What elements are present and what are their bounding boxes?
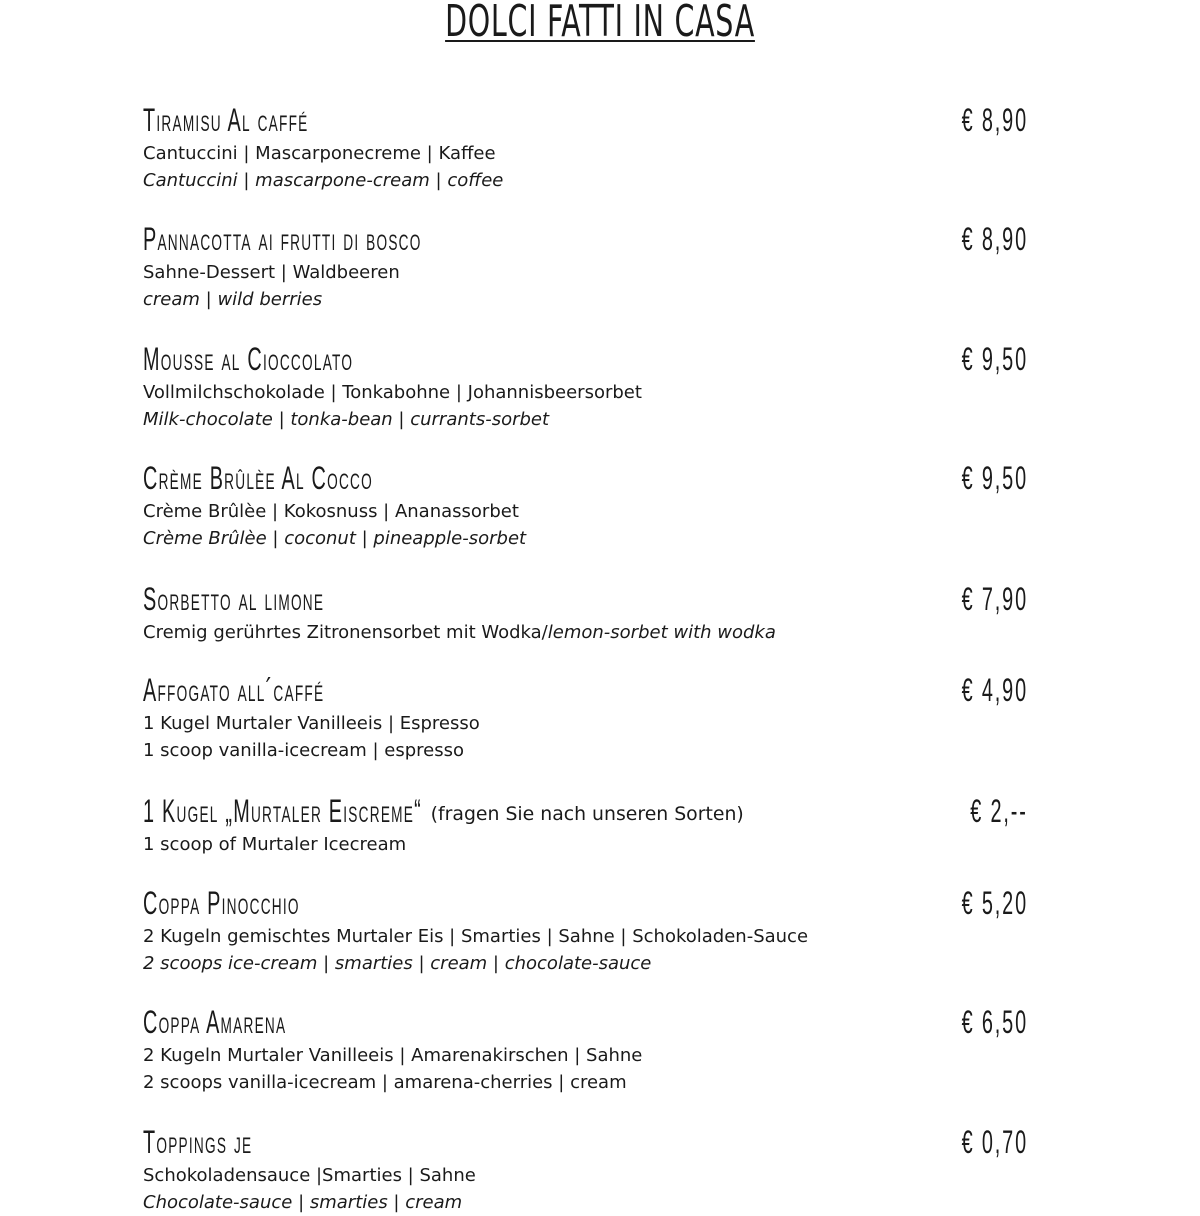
item-price: € 9,50 <box>961 341 1028 377</box>
item-price: € 9,50 <box>961 460 1028 496</box>
item-name: Toppings je <box>143 1124 253 1160</box>
menu-item-creme-brulee <box>143 458 1028 552</box>
menu-item-tiramisu <box>143 100 1028 194</box>
item-description-de: Cremig gerührtes Zitronensorbet mit Wodka/ <box>143 622 548 643</box>
menu-item-toppings <box>143 1122 1028 1216</box>
item-name: Sorbetto al limone <box>143 581 325 617</box>
item-description-en: cream | wild berries <box>143 289 323 310</box>
menu-item-pannacotta <box>143 219 1028 313</box>
item-description: 1 scoop of Murtaler Icecream <box>143 834 407 855</box>
item-description-de: Sahne-Dessert | Waldbeeren <box>143 262 400 283</box>
item-description-en: 1 scoop vanilla-icecream | espresso <box>143 740 464 761</box>
menu-item-sorbetto <box>143 579 1028 646</box>
item-description-de: 2 Kugeln Murtaler Vanilleeis | Amarenakirschen | Sahne <box>143 1045 643 1066</box>
item-name <box>143 791 744 834</box>
item-name: Mousse al Cioccolato <box>143 341 354 377</box>
item-price: € 8,90 <box>961 102 1028 138</box>
menu-item-mousse <box>143 339 1028 433</box>
menu-item-coppa-pinocchio <box>143 883 1028 977</box>
item-description-de: Cantuccini | Mascarponecreme | Kaffee <box>143 143 496 164</box>
item-description-en: 2 scoops ice-cream | smarties | cream | chocolate-sauce <box>143 953 652 974</box>
item-price: € 7,90 <box>961 581 1028 617</box>
item-description-de: 1 Kugel Murtaler Vanilleeis | Espresso <box>143 713 480 734</box>
menu-item-coppa-amarena <box>143 1002 1028 1096</box>
page-title <box>168 0 1032 47</box>
item-price: € 4,90 <box>961 672 1028 708</box>
item-description <box>143 619 1028 646</box>
item-description-en: Cantuccini | mascarpone-cream | coffee <box>143 170 504 191</box>
item-note: (fragen Sie nach unseren Sorten) <box>430 803 744 825</box>
item-price: € 0,70 <box>961 1124 1028 1160</box>
item-name: Coppa Amarena <box>143 1004 287 1040</box>
item-description-en: lemon-sorbet with wodka <box>547 622 776 643</box>
item-name: Affogato all´caffé <box>143 672 325 708</box>
menu-item-affogato <box>143 670 1028 764</box>
item-description-en: Crème Brûlèe | coconut | pineapple-sorbet <box>143 528 527 549</box>
item-description-en: 2 scoops vanilla-icecream | amarena-cherries | cream <box>143 1072 627 1093</box>
item-name: Pannacotta ai frutti di bosco <box>143 221 422 257</box>
item-name: Coppa Pinocchio <box>143 885 300 921</box>
item-description-de: 2 Kugeln gemischtes Murtaler Eis | Smarties | Sahne | Schokoladen-Sauce <box>143 926 809 947</box>
page-title-text: DOLCI FATTI IN CASA <box>445 0 755 47</box>
item-description-en: Chocolate-sauce | smarties | cream <box>143 1192 463 1213</box>
item-price: € 5,20 <box>961 885 1028 921</box>
item-price: € 6,50 <box>961 1004 1028 1040</box>
item-description-de: Crème Brûlèe | Kokosnuss | Ananassorbet <box>143 501 519 522</box>
item-name: Crème Brûlèe Al Cocco <box>143 460 374 496</box>
item-name: Tiramisu Al caffé <box>143 102 309 138</box>
item-description-de: Schokoladensauce |Smarties | Sahne <box>143 1165 476 1186</box>
item-name-text: 1 Kugel „Murtaler Eiscreme“ <box>143 793 422 829</box>
item-price: € 2,-- <box>970 793 1028 829</box>
item-price: € 8,90 <box>961 221 1028 257</box>
item-description-de: Vollmilchschokolade | Tonkabohne | Johannisbeersorbet <box>143 382 642 403</box>
item-description-en: Milk-chocolate | tonka-bean | currants-sorbet <box>143 409 550 430</box>
menu-item-kugel-eiscreme <box>143 791 1028 858</box>
